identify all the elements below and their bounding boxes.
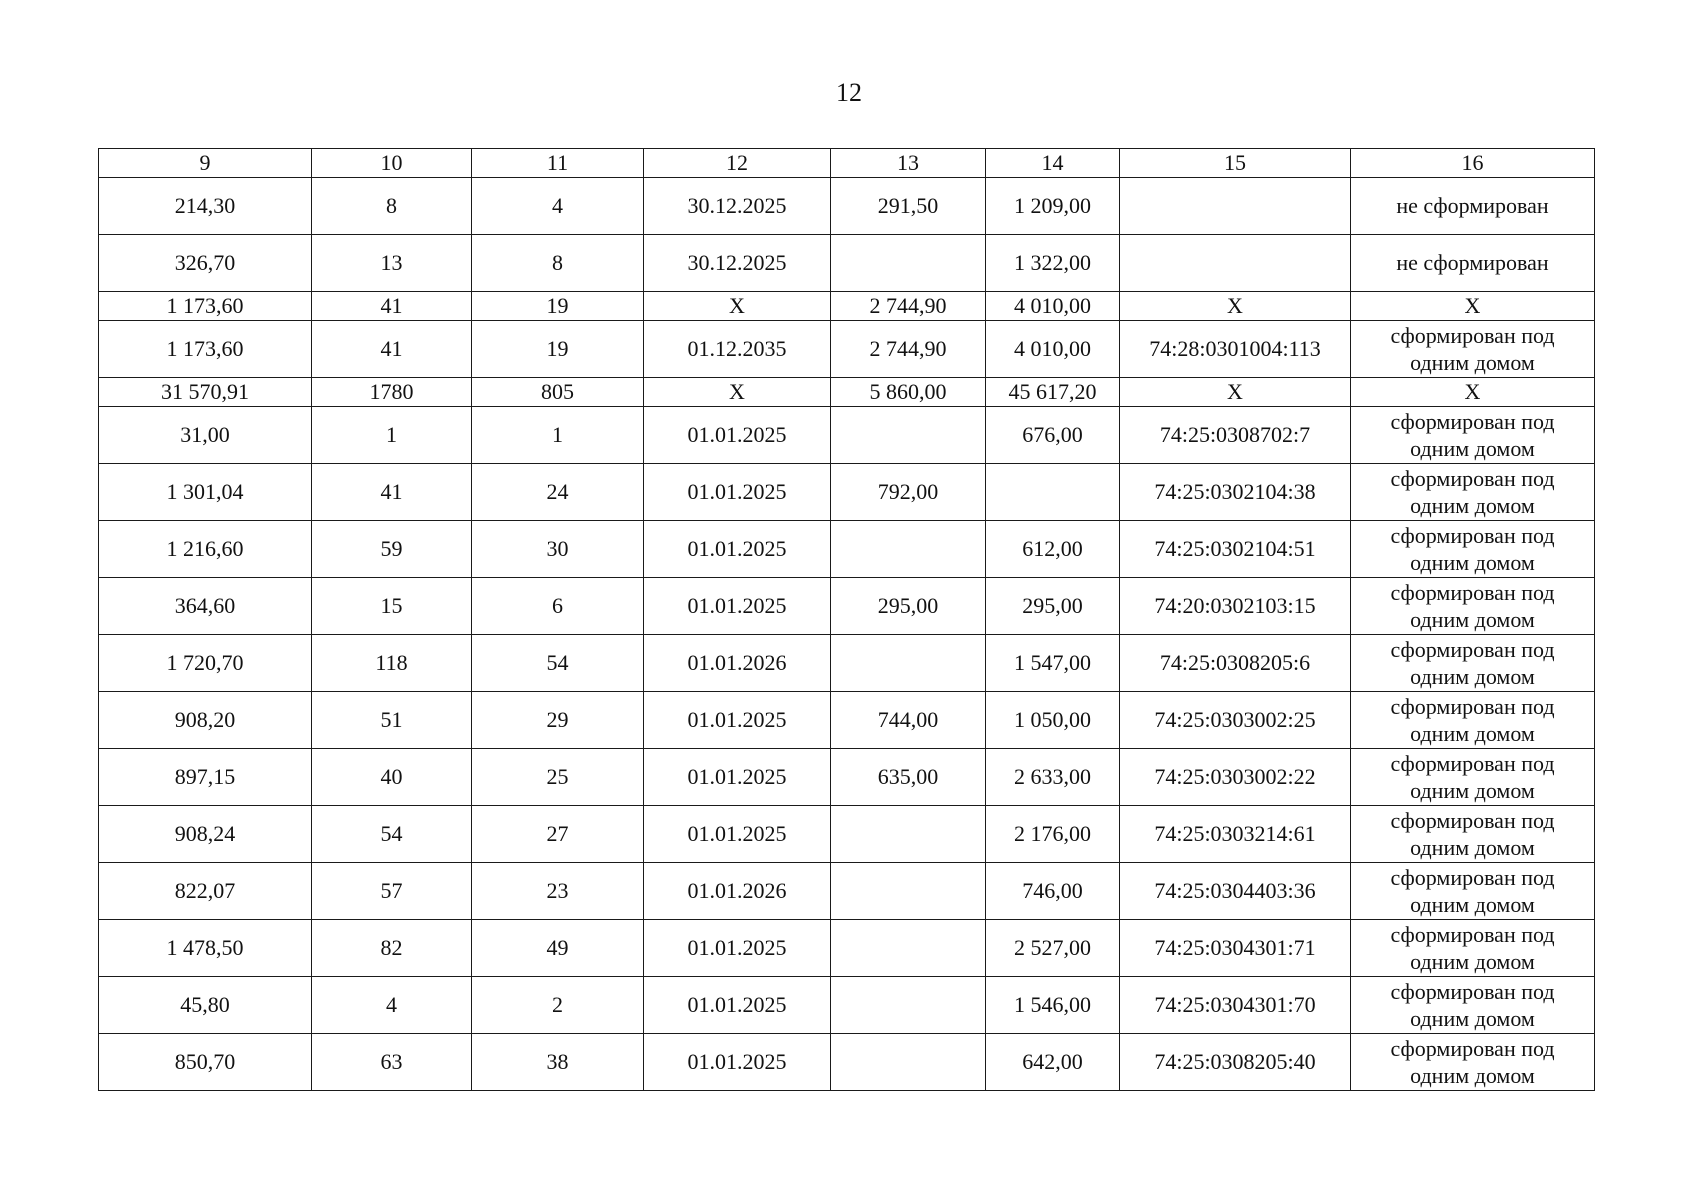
table-cell-col-14: 676,00 xyxy=(986,407,1120,464)
table-cell-col-9: 1 301,04 xyxy=(99,464,312,521)
table-cell-col-16: не сформирован xyxy=(1351,235,1595,292)
table-cell-col-14: 642,00 xyxy=(986,1034,1120,1091)
table-cell-col-13 xyxy=(831,235,986,292)
table-cell-col-12: 01.01.2025 xyxy=(644,692,831,749)
table-cell-col-11: 30 xyxy=(472,521,644,578)
table-cell-col-15: 74:25:0308205:6 xyxy=(1120,635,1351,692)
table-cell-col-16: сформирован под одним домом xyxy=(1351,1034,1595,1091)
column-header-11: 11 xyxy=(472,149,644,178)
table-cell-col-11: 1 xyxy=(472,407,644,464)
column-header-9: 9 xyxy=(99,149,312,178)
table-cell-col-15: 74:25:0302104:51 xyxy=(1120,521,1351,578)
table-cell-col-16: сформирован под одним домом xyxy=(1351,863,1595,920)
table-cell-col-9: 850,70 xyxy=(99,1034,312,1091)
table-cell-col-16: сформирован под одним домом xyxy=(1351,692,1595,749)
table-row xyxy=(99,464,1595,521)
table-cell-col-16: не сформирован xyxy=(1351,178,1595,235)
table-cell-col-11: 49 xyxy=(472,920,644,977)
table-cell-col-14: 2 176,00 xyxy=(986,806,1120,863)
table-cell-col-15: 74:25:0304403:36 xyxy=(1120,863,1351,920)
table-cell-col-9: 31,00 xyxy=(99,407,312,464)
table-cell-col-15: 74:25:0308205:40 xyxy=(1120,1034,1351,1091)
table-body xyxy=(99,178,1595,1091)
table-cell-col-9: 908,20 xyxy=(99,692,312,749)
table-cell-col-11: 4 xyxy=(472,178,644,235)
table-cell-col-13 xyxy=(831,863,986,920)
table-cell-col-12: 01.01.2025 xyxy=(644,578,831,635)
column-header-16: 16 xyxy=(1351,149,1595,178)
table-cell-col-9: 1 478,50 xyxy=(99,920,312,977)
table-cell-col-14: 746,00 xyxy=(986,863,1120,920)
table-cell-col-13: 635,00 xyxy=(831,749,986,806)
table-cell-col-12: 01.01.2025 xyxy=(644,920,831,977)
table-header xyxy=(99,149,1595,178)
table-cell-col-11: 8 xyxy=(472,235,644,292)
table-cell-col-13 xyxy=(831,1034,986,1091)
table-cell-col-16: сформирован под одним домом xyxy=(1351,521,1595,578)
table-cell-col-12: 01.12.2035 xyxy=(644,321,831,378)
table-cell-col-13: 2 744,90 xyxy=(831,321,986,378)
data-table xyxy=(98,148,1595,1091)
table-row xyxy=(99,692,1595,749)
table-cell-col-14: 1 546,00 xyxy=(986,977,1120,1034)
table-cell-col-10: 8 xyxy=(312,178,472,235)
table-cell-col-13: 295,00 xyxy=(831,578,986,635)
table-cell-col-15: 74:25:0304301:70 xyxy=(1120,977,1351,1034)
table-cell-col-16: сформирован под одним домом xyxy=(1351,464,1595,521)
table-cell-col-10: 1780 xyxy=(312,378,472,407)
table-cell-col-9: 1 173,60 xyxy=(99,292,312,321)
table-row xyxy=(99,378,1595,407)
table-row xyxy=(99,407,1595,464)
table-cell-col-16: сформирован под одним домом xyxy=(1351,321,1595,378)
table-cell-col-13 xyxy=(831,920,986,977)
table-row xyxy=(99,806,1595,863)
table-cell-col-10: 41 xyxy=(312,321,472,378)
table-cell-col-15: 74:25:0303214:61 xyxy=(1120,806,1351,863)
column-header-14: 14 xyxy=(986,149,1120,178)
table-cell-col-15 xyxy=(1120,235,1351,292)
table-cell-col-15: X xyxy=(1120,378,1351,407)
table-cell-col-11: 19 xyxy=(472,292,644,321)
table-cell-col-16: X xyxy=(1351,378,1595,407)
table-cell-col-11: 27 xyxy=(472,806,644,863)
table-cell-col-9: 1 173,60 xyxy=(99,321,312,378)
table-cell-col-10: 59 xyxy=(312,521,472,578)
column-header-15: 15 xyxy=(1120,149,1351,178)
table-cell-col-16: X xyxy=(1351,292,1595,321)
table-cell-col-9: 1 216,60 xyxy=(99,521,312,578)
table-cell-col-13 xyxy=(831,521,986,578)
table-cell-col-14: 4 010,00 xyxy=(986,292,1120,321)
page-number: 12 xyxy=(836,78,862,107)
table-cell-col-12: 30.12.2025 xyxy=(644,235,831,292)
table-cell-col-9: 908,24 xyxy=(99,806,312,863)
table-cell-col-14: 295,00 xyxy=(986,578,1120,635)
table-row xyxy=(99,235,1595,292)
table-cell-col-15: 74:25:0304301:71 xyxy=(1120,920,1351,977)
table-cell-col-13: 291,50 xyxy=(831,178,986,235)
table-cell-col-16: сформирован под одним домом xyxy=(1351,920,1595,977)
table-cell-col-9: 364,60 xyxy=(99,578,312,635)
table-cell-col-10: 54 xyxy=(312,806,472,863)
column-header-10: 10 xyxy=(312,149,472,178)
table-cell-col-10: 82 xyxy=(312,920,472,977)
table-cell-col-16: сформирован под одним домом xyxy=(1351,749,1595,806)
table-cell-col-9: 214,30 xyxy=(99,178,312,235)
table-cell-col-11: 38 xyxy=(472,1034,644,1091)
table-cell-col-10: 41 xyxy=(312,464,472,521)
table-cell-col-13 xyxy=(831,806,986,863)
table-cell-col-14 xyxy=(986,464,1120,521)
table-cell-col-12: 01.01.2026 xyxy=(644,635,831,692)
table-cell-col-9: 897,15 xyxy=(99,749,312,806)
table-cell-col-9: 31 570,91 xyxy=(99,378,312,407)
column-header-12: 12 xyxy=(644,149,831,178)
table-cell-col-12: 01.01.2026 xyxy=(644,863,831,920)
table-cell-col-12: 01.01.2025 xyxy=(644,521,831,578)
table-cell-col-11: 2 xyxy=(472,977,644,1034)
table-cell-col-11: 23 xyxy=(472,863,644,920)
table-cell-col-16: сформирован под одним домом xyxy=(1351,977,1595,1034)
table-cell-col-14: 1 322,00 xyxy=(986,235,1120,292)
table-cell-col-12: 01.01.2025 xyxy=(644,1034,831,1091)
table-row xyxy=(99,920,1595,977)
table-cell-col-11: 805 xyxy=(472,378,644,407)
table-cell-col-15: 74:25:0302104:38 xyxy=(1120,464,1351,521)
table-cell-col-12: 01.01.2025 xyxy=(644,464,831,521)
table-cell-col-12: 30.12.2025 xyxy=(644,178,831,235)
table-cell-col-9: 822,07 xyxy=(99,863,312,920)
table-cell-col-11: 6 xyxy=(472,578,644,635)
table-cell-col-9: 326,70 xyxy=(99,235,312,292)
table-cell-col-14: 612,00 xyxy=(986,521,1120,578)
table-cell-col-9: 1 720,70 xyxy=(99,635,312,692)
table-cell-col-9: 45,80 xyxy=(99,977,312,1034)
table-cell-col-10: 40 xyxy=(312,749,472,806)
table-cell-col-15: X xyxy=(1120,292,1351,321)
table-cell-col-11: 19 xyxy=(472,321,644,378)
table-cell-col-10: 13 xyxy=(312,235,472,292)
table-cell-col-12: 01.01.2025 xyxy=(644,749,831,806)
table-cell-col-10: 63 xyxy=(312,1034,472,1091)
table-cell-col-15: 74:25:0303002:22 xyxy=(1120,749,1351,806)
table-cell-col-14: 1 050,00 xyxy=(986,692,1120,749)
table-cell-col-14: 2 633,00 xyxy=(986,749,1120,806)
table-cell-col-16: сформирован под одним домом xyxy=(1351,806,1595,863)
table-cell-col-10: 1 xyxy=(312,407,472,464)
table-cell-col-10: 57 xyxy=(312,863,472,920)
table-cell-col-10: 15 xyxy=(312,578,472,635)
table-row xyxy=(99,749,1595,806)
table-cell-col-14: 2 527,00 xyxy=(986,920,1120,977)
table-row xyxy=(99,521,1595,578)
table-cell-col-16: сформирован под одним домом xyxy=(1351,407,1595,464)
table-row xyxy=(99,178,1595,235)
table-cell-col-11: 29 xyxy=(472,692,644,749)
table-cell-col-15: 74:28:0301004:113 xyxy=(1120,321,1351,378)
table-row xyxy=(99,977,1595,1034)
table-cell-col-15: 74:25:0308702:7 xyxy=(1120,407,1351,464)
table-cell-col-14: 4 010,00 xyxy=(986,321,1120,378)
column-header-13: 13 xyxy=(831,149,986,178)
table-cell-col-14: 1 209,00 xyxy=(986,178,1120,235)
table-cell-col-10: 51 xyxy=(312,692,472,749)
table-cell-col-14: 45 617,20 xyxy=(986,378,1120,407)
table-cell-col-13 xyxy=(831,635,986,692)
table-row xyxy=(99,321,1595,378)
table-cell-col-12: 01.01.2025 xyxy=(644,977,831,1034)
table-cell-col-15: 74:20:0302103:15 xyxy=(1120,578,1351,635)
header-row xyxy=(99,149,1595,178)
table-row xyxy=(99,1034,1595,1091)
table-cell-col-10: 4 xyxy=(312,977,472,1034)
table-cell-col-13: 744,00 xyxy=(831,692,986,749)
table-cell-col-14: 1 547,00 xyxy=(986,635,1120,692)
table-cell-col-13: 792,00 xyxy=(831,464,986,521)
table-cell-col-13: 5 860,00 xyxy=(831,378,986,407)
table-cell-col-10: 41 xyxy=(312,292,472,321)
table-cell-col-11: 25 xyxy=(472,749,644,806)
table-cell-col-13 xyxy=(831,407,986,464)
table-row xyxy=(99,292,1595,321)
table-cell-col-12: X xyxy=(644,292,831,321)
table-row xyxy=(99,635,1595,692)
table-cell-col-13 xyxy=(831,977,986,1034)
table-cell-col-16: сформирован под одним домом xyxy=(1351,578,1595,635)
table-cell-col-11: 24 xyxy=(472,464,644,521)
table-cell-col-15: 74:25:0303002:25 xyxy=(1120,692,1351,749)
table-cell-col-15 xyxy=(1120,178,1351,235)
table-cell-col-10: 118 xyxy=(312,635,472,692)
table-cell-col-12: 01.01.2025 xyxy=(644,806,831,863)
table-cell-col-12: 01.01.2025 xyxy=(644,407,831,464)
table-cell-col-12: X xyxy=(644,378,831,407)
table-cell-col-16: сформирован под одним домом xyxy=(1351,635,1595,692)
table-cell-col-11: 54 xyxy=(472,635,644,692)
table-row xyxy=(99,578,1595,635)
table-cell-col-13: 2 744,90 xyxy=(831,292,986,321)
table-row xyxy=(99,863,1595,920)
